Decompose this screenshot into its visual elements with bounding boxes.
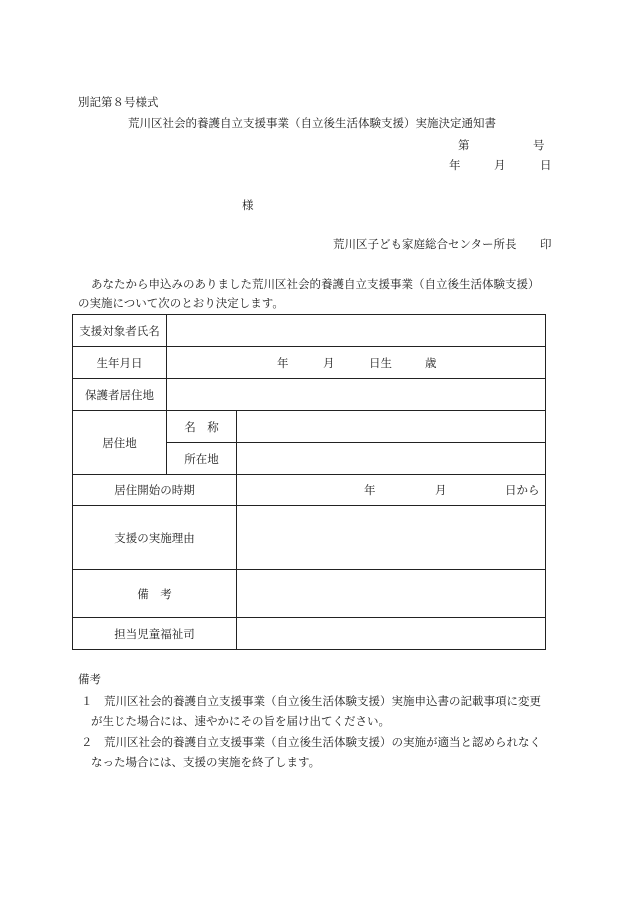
form-number: 別記第８号様式 — [78, 95, 159, 109]
table-row — [73, 618, 546, 650]
note-1-line-1: 荒川区社会的養護自立支援事業（自立後生活体験支援）実施申込書の記載事項に変更 — [104, 694, 541, 708]
start-label: 居住開始の時期 — [73, 475, 237, 506]
reason-label: 支援の実施理由 — [73, 506, 237, 570]
intro-line-1: あなたから申込みのありました荒川区社会的養護自立支援事業（自立後生活体験支援） — [91, 277, 540, 291]
dob-value[interactable] — [167, 347, 546, 379]
table-row — [73, 475, 546, 506]
worker-value[interactable] — [237, 618, 546, 650]
facility-name-value[interactable] — [237, 411, 546, 443]
dob-birth: 日生 — [369, 355, 392, 370]
residence-label: 居住地 — [73, 411, 167, 475]
sender-name: 荒川区子ども家庭総合センター所長 — [333, 237, 517, 251]
guardian-address-value[interactable] — [167, 379, 546, 411]
dob-age: 歳 — [425, 355, 437, 370]
subject-name-value[interactable] — [167, 315, 546, 347]
date-day: 日 — [540, 158, 552, 172]
table-row — [73, 570, 546, 618]
table-row — [73, 411, 546, 443]
start-value[interactable] — [237, 475, 546, 506]
reason-value[interactable] — [237, 506, 546, 570]
notes-heading: 備考 — [78, 672, 101, 686]
table-row — [73, 506, 546, 570]
number-prefix: 第 — [458, 138, 470, 152]
note-1-number: １ — [81, 694, 93, 708]
note-1-line-2: が生じた場合には、速やかにその旨を届け出てください。 — [91, 714, 390, 728]
dob-year: 年 — [277, 355, 289, 370]
dob-month: 月 — [323, 355, 335, 370]
facility-address-label: 所在地 — [167, 443, 237, 475]
facility-address-value[interactable] — [237, 443, 546, 475]
recipient-suffix: 様 — [242, 198, 254, 212]
guardian-address-label: 保護者居住地 — [73, 379, 167, 411]
table-row — [73, 379, 546, 411]
note-2-line-2: なった場合には、支援の実施を終了します。 — [91, 755, 321, 769]
remarks-label: 備 考 — [73, 570, 237, 618]
document-title: 荒川区社会的養護自立支援事業（自立後生活体験支援）実施決定通知書 — [128, 116, 496, 130]
number-suffix: 号 — [533, 138, 545, 152]
worker-label: 担当児童福祉司 — [73, 618, 237, 650]
remarks-value[interactable] — [237, 570, 546, 618]
start-month: 月 — [435, 483, 447, 497]
seal-mark: 印 — [540, 237, 552, 251]
table-row — [73, 347, 546, 379]
date-month: 月 — [494, 158, 506, 172]
dob-label: 生年月日 — [73, 347, 167, 379]
table-row — [73, 315, 546, 347]
start-from: 日から — [505, 483, 540, 497]
note-2-number: ２ — [81, 735, 93, 749]
facility-name-label: 名 称 — [167, 411, 237, 443]
intro-line-2: の実施について次のとおり決定します。 — [78, 296, 284, 310]
decision-table — [72, 314, 546, 650]
note-2-line-1: 荒川区社会的養護自立支援事業（自立後生活体験支援）の実施が適当と認められなく — [104, 735, 541, 749]
date-year: 年 — [449, 158, 461, 172]
subject-name-label: 支援対象者氏名 — [73, 315, 167, 347]
start-year: 年 — [364, 483, 376, 497]
